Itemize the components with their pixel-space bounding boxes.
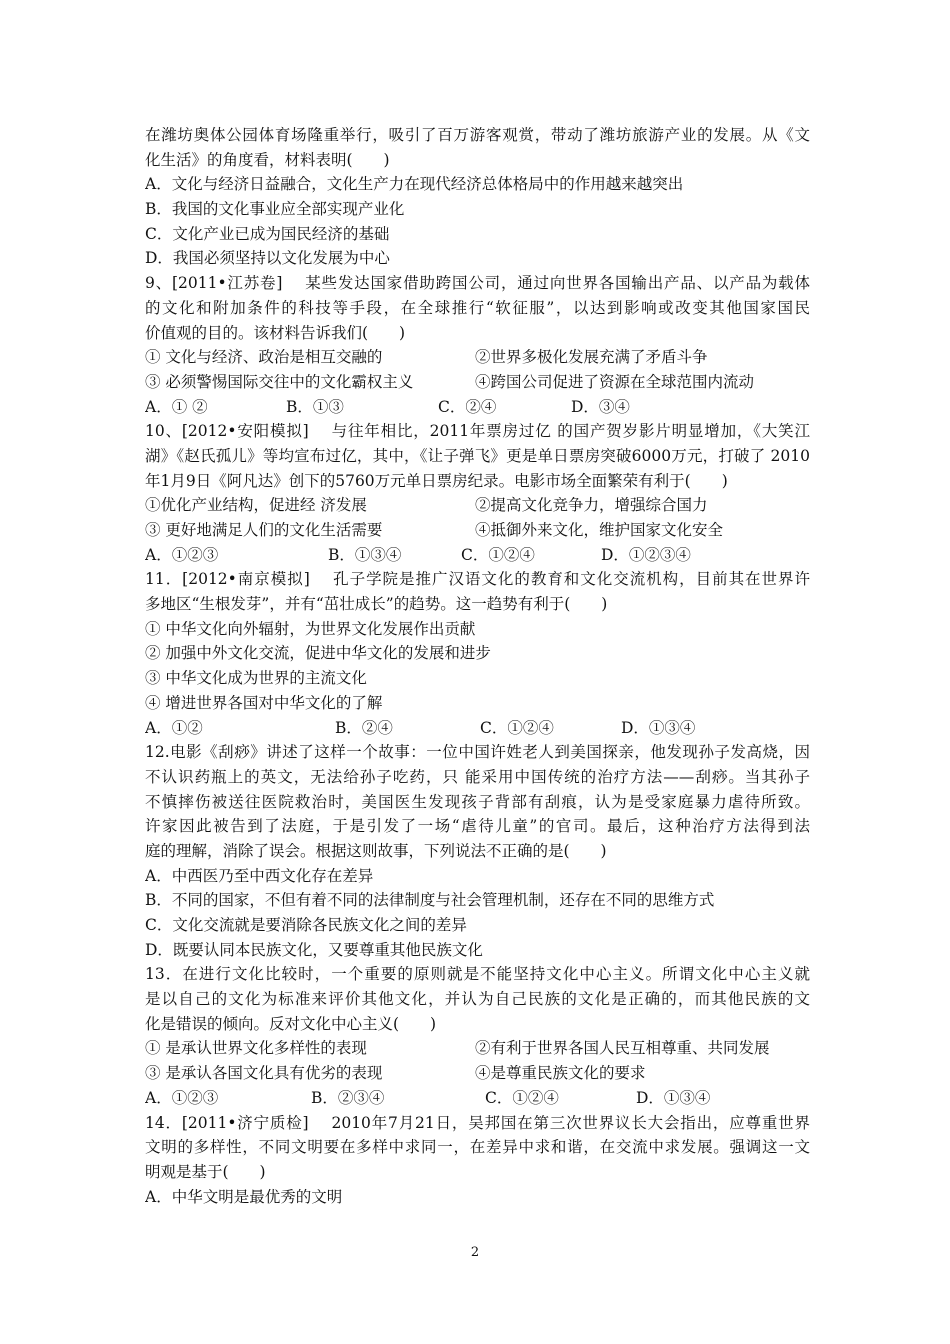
question-13-line: 13．在进行文化比较时，一个重要的原则就是不能坚持文化中心主义。所谓文化中心主义就 <box>145 965 810 984</box>
answer-options-row <box>145 395 810 420</box>
answer-option: B．②④ <box>335 718 393 737</box>
option-line: A．中西医乃至中西文化存在差异 <box>145 866 374 885</box>
answer-option: C．①②④ <box>480 718 554 737</box>
text-line: 不认识药瓶上的英文，无法给孙子吃药，只 能采用中国传统的治疗方法——刮痧。当其孙子 <box>145 767 810 786</box>
text-line: 化生活》的角度看，材料表明( ) <box>145 150 390 169</box>
answer-option: A．① ② <box>145 397 208 416</box>
question-12-line: 12.电影《刮痧》讲述了这样一个故事：一位中国许姓老人到美国探亲，他发现孙子发高烧，因 <box>145 743 810 762</box>
text-line: 在潍坊奥体公园体育场隆重举行，吸引了百万游客观赏，带动了潍坊旅游产业的发展。从《文 <box>145 126 810 144</box>
answer-option: A．①② <box>145 718 203 737</box>
text-line: 价值观的目的。该材料告诉我们( ) <box>145 323 406 342</box>
answer-options-row <box>145 543 810 568</box>
question-text <box>145 123 810 1209</box>
statement: ② 加强中外文化交流，促进中华文化的发展和进步 <box>145 644 491 663</box>
statement: ③ 更好地满足人们的文化生活需要 <box>145 521 383 539</box>
text-line: 多地区“生根发芽”，并有“茁壮成长”的趋势。这一趋势有利于( ) <box>145 595 608 614</box>
statement: ④ 增进世界各国对中华文化的了解 <box>145 693 383 712</box>
statement-row <box>145 1061 810 1086</box>
answer-option: A．①②③ <box>145 1088 219 1107</box>
answer-option: B．①③④ <box>328 545 402 564</box>
statement-row <box>145 370 810 395</box>
answer-option: D．①②③④ <box>601 545 691 564</box>
option-line: D．我国必须坚持以文化发展为中心 <box>145 249 390 268</box>
answer-option: D．③④ <box>571 397 630 416</box>
page-number: 2 <box>470 1245 480 1260</box>
text-line: 庭的理解，消除了误会。根据这则故事，下列说法不正确的是( ) <box>145 841 607 860</box>
option-line: A．中华文明是最优秀的文明 <box>145 1187 343 1206</box>
option-line: C．文化交流就是要消除各民族文化之间的差异 <box>145 916 467 934</box>
answer-option: C．①②④ <box>461 545 535 564</box>
text-line: 许家因此被告到了法庭，于是引发了一场“虐待儿童”的官司。最后，这种治疗方法得到法 <box>145 817 810 836</box>
option-line: B．不同的国家，不但有着不同的法律制度与社会管理机制，还存在不同的思维方式 <box>145 891 715 910</box>
statement: ①优化产业结构，促进经 济发展 <box>145 496 367 515</box>
answer-option: D．①③④ <box>636 1088 711 1107</box>
question-14-line: 14．[2011•济宁质检] 2010年7月21日，吴邦国在第三次世界议长大会指出，应尊重世界 <box>145 1113 810 1132</box>
answer-option: C．②④ <box>438 397 497 416</box>
option-line: A．文化与经济日益融合，文化生产力在现代经济总体格局中的作用越来越突出 <box>145 175 684 194</box>
text-line: 年1月9日《阿凡达》创下的5760万元单日票房纪录。电影市场全面繁荣有利于( ) <box>145 471 728 490</box>
option-line: D．既要认同本民族文化，又要尊重其他民族文化 <box>145 940 483 959</box>
text-line: 明观是基于( ) <box>145 1162 266 1181</box>
statement-row <box>145 345 810 370</box>
option-line: B．我国的文化事业应全部实现产业化 <box>145 200 405 219</box>
option-line: C．文化产业已成为国民经济的基础 <box>145 224 390 243</box>
statement-row <box>145 493 810 518</box>
statement: ②提高文化竞争力，增强综合国力 <box>475 496 708 515</box>
text-line: 文明的多样性，不同文明要在多样中求同一，在差异中求和谐，在交流中求发展。强调这一文 <box>145 1138 810 1157</box>
question-9-line: 9、[2011•江苏卷] 某些发达国家借助跨国公司，通过向世界各国输出产品、以产品为载体 <box>145 274 810 293</box>
answer-option: B．①③ <box>286 397 344 416</box>
statement: ③ 中华文化成为世界的主流文化 <box>145 669 367 688</box>
answer-option: A．①②③ <box>145 545 219 564</box>
statement: ④是尊重民族文化的要求 <box>475 1064 646 1083</box>
text-line: 不慎摔伤被送往医院救治时，美国医生发现孩子背部有刮痕，认为是受家庭暴力虐待所致。 <box>145 792 810 811</box>
question-10-line: 10、[2012•安阳模拟] 与往年相比，2011年票房过亿 的国产贺岁影片明显增加，《大笑江 <box>145 422 810 441</box>
answer-options-row <box>145 716 810 741</box>
text-line: 化是错误的倾向。反对文化中心主义( ) <box>145 1014 437 1033</box>
answer-options-row <box>145 1086 810 1111</box>
text-line: 是以自己的文化为标准来评价其他文化，并认为自己民族的文化是正确的，而其他民族的文 <box>145 990 810 1009</box>
statement: ① 中华文化向外辐射，为世界文化发展作出贡献 <box>145 619 476 638</box>
answer-option: D．①③④ <box>621 718 696 737</box>
statement: ③ 是承认各国文化具有优劣的表现 <box>145 1064 383 1083</box>
statement: ③ 必须警惕国际交往中的文化霸权主义 <box>145 372 414 391</box>
question-11-line: 11．[2012•南京模拟] 孔子学院是推广汉语文化的教育和文化交流机构，目前其在世界许 <box>145 570 810 589</box>
statement: ④跨国公司促进了资源在全球范围内流动 <box>475 372 755 391</box>
statement: ④抵御外来文化，维护国家文化安全 <box>475 521 724 539</box>
answer-option: C．①②④ <box>485 1088 559 1107</box>
statement-row <box>145 1036 810 1061</box>
statement: ②有利于世界各国人民互相尊重、共同发展 <box>475 1039 770 1058</box>
statement: ① 文化与经济、政治是相互交融的 <box>145 348 383 367</box>
text-line: 湖》《赵氏孤儿》等均宣布过亿，其中，《让子弹飞》更是单日票房突破6000万元，打破了 2010 <box>145 446 810 465</box>
statement: ① 是承认世界文化多样性的表现 <box>145 1039 367 1058</box>
statement: ②世界多极化发展充满了矛盾斗争 <box>475 348 708 367</box>
text-line: 的文化和附加条件的科技等手段，在全球推行“软征服”，以达到影响或改变其他国家国民 <box>145 298 810 317</box>
statement-row <box>145 518 810 543</box>
answer-option: B．②③④ <box>311 1088 385 1107</box>
